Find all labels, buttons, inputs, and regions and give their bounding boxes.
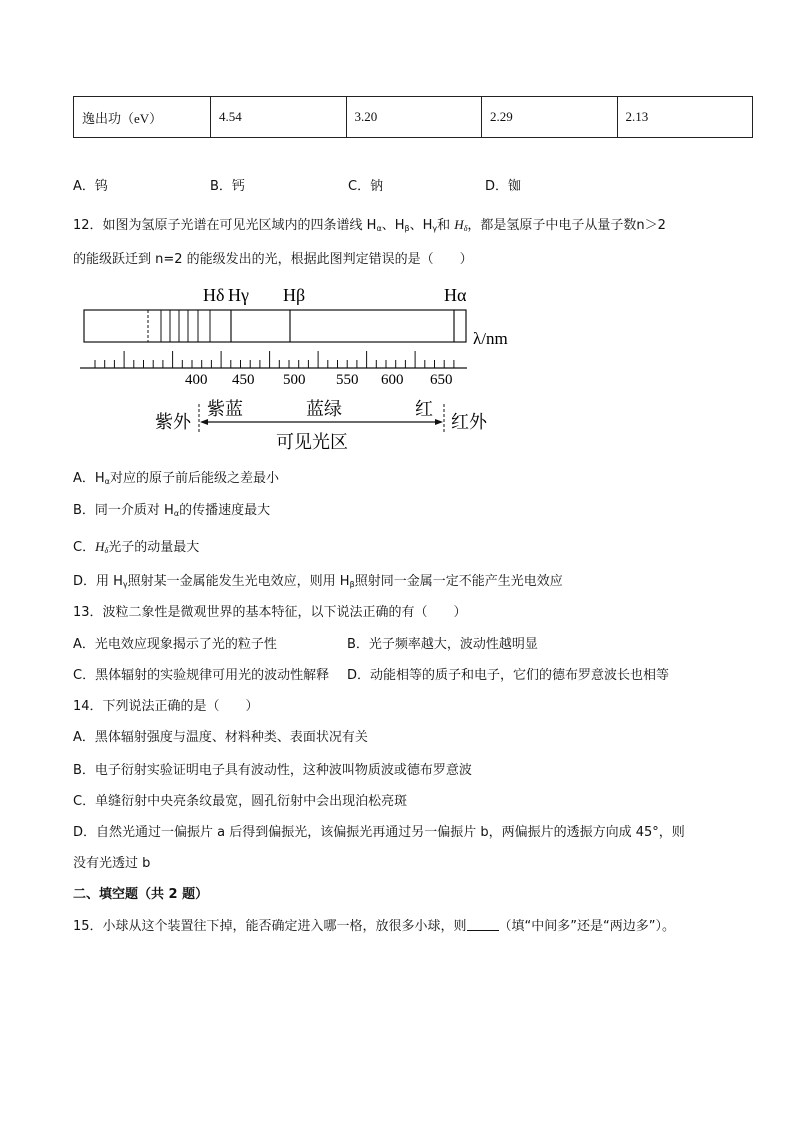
q13-stem: 13．波粒二象性是微观世界的基本特征，以下说法正确的有（ ） bbox=[73, 605, 467, 620]
label-h-gamma: Hγ bbox=[228, 285, 249, 305]
q11-option-a: A．钨 bbox=[73, 179, 108, 194]
q13-option-a: A．光电效应现象揭示了光的粒子性 bbox=[73, 637, 277, 652]
q12-stem-text: 12．如图为氢原子光谱在可见光区域内的四条谱线 bbox=[73, 218, 363, 233]
q12-option-d: D．用 $H_\gamma$照射某一金属能发生光电效应，则用 $H_\beta$照射同一金属一定不能产生光电效应 bbox=[73, 574, 563, 589]
q14-option-d-line1: D．自然光通过一偏振片 a 后得到偏振光，该偏振光再通过另一偏振片 b，两偏振片的透振方向成 45°，则 bbox=[73, 825, 685, 840]
tick-label: 600 bbox=[381, 372, 404, 388]
q14-stem: 14．下列说法正确的是（ ） bbox=[73, 699, 259, 714]
table-row bbox=[74, 97, 753, 138]
q14-option-d-line2: 没有光透过 b bbox=[73, 856, 151, 871]
axis-ticks bbox=[95, 351, 454, 368]
q11-option-d: D．铷 bbox=[485, 179, 522, 194]
hydrogen-spectrum-diagram bbox=[75, 280, 535, 455]
q12-option-b: B．同一介质对 $H_\alpha$的传播速度最大 bbox=[73, 503, 271, 518]
q15-text-cont: （填“中间多”还是“两边多”）。 bbox=[498, 919, 675, 934]
region-violet-blue: 紫蓝 bbox=[207, 399, 243, 419]
q11-option-b: B．钙 bbox=[210, 179, 245, 194]
q14-option-c: C．单缝衍射中央亮条纹最宽，圆孔衍射中会出现泊松亮斑 bbox=[73, 794, 408, 809]
tick-label: 550 bbox=[336, 372, 359, 388]
q14-option-a: A．黑体辐射强度与温度、材料种类、表面状况有关 bbox=[73, 730, 368, 745]
region-blue-green: 蓝绿 bbox=[306, 399, 342, 419]
wavelength-unit: λ/nm bbox=[473, 329, 508, 348]
table-cell: 2.29 bbox=[482, 97, 618, 138]
q14-option-b: B．电子衍射实验证明电子具有波动性，这种波叫物质波或德布罗意波 bbox=[73, 763, 472, 778]
q13-option-c: C．黑体辐射的实验规律可用光的波动性解释 bbox=[73, 668, 330, 683]
table-header-cell: 逸出功（eV） bbox=[74, 97, 211, 138]
tick-label: 650 bbox=[430, 372, 453, 388]
tick-label: 400 bbox=[185, 372, 208, 388]
answer-blank[interactable] bbox=[467, 918, 499, 931]
tick-label: 450 bbox=[232, 372, 255, 388]
spectrum-bar bbox=[84, 310, 466, 342]
label-h-delta: Hδ bbox=[203, 285, 225, 305]
q12-option-c: C．$H_\delta$光子的动量最大 bbox=[73, 539, 200, 555]
work-function-table bbox=[73, 96, 753, 138]
q12-stem-line1: 12．如图为氢原子光谱在可见光区域内的四条谱线 $H_\alpha$、$H_\beta$、$H_\gamma$和 $H_\delta$，都是氢原子中电子从量子数n＞2 bbox=[73, 217, 666, 233]
q13-option-b: B．光子频率越大，波动性越明显 bbox=[347, 637, 538, 652]
q12-stem-text-cont: ，都是氢原子中电子从量子数n＞2 bbox=[467, 218, 666, 233]
table-cell: 3.20 bbox=[346, 97, 482, 138]
q15-stem bbox=[73, 918, 675, 936]
section-heading: 二、填空题（共 2 题） bbox=[73, 887, 209, 902]
label-h-alpha: Hα bbox=[444, 285, 467, 305]
label-infrared: 红外 bbox=[451, 412, 487, 432]
q15-text: 15．小球从这个装置往下掉，能否确定进入哪一格，放很多小球，则 bbox=[73, 919, 467, 934]
label-h-beta: Hβ bbox=[283, 285, 306, 305]
label-ultraviolet: 紫外 bbox=[155, 412, 191, 432]
q11-option-c: C．钠 bbox=[348, 179, 384, 194]
q13-option-d: D．动能相等的质子和电子，它们的德布罗意波长也相等 bbox=[347, 668, 670, 683]
label-visible-region: 可见光区 bbox=[276, 432, 348, 452]
q12-stem-line2: 的能级跃迁到 n=2 的能级发出的光，根据此图判定错误的是（ ） bbox=[73, 252, 473, 267]
table-cell: 4.54 bbox=[211, 97, 347, 138]
region-red: 红 bbox=[415, 399, 433, 419]
q12-option-a: A．$H_\alpha$对应的原子前后能级之差最小 bbox=[73, 471, 279, 486]
tick-label: 500 bbox=[283, 372, 306, 388]
table-cell: 2.13 bbox=[617, 97, 753, 138]
